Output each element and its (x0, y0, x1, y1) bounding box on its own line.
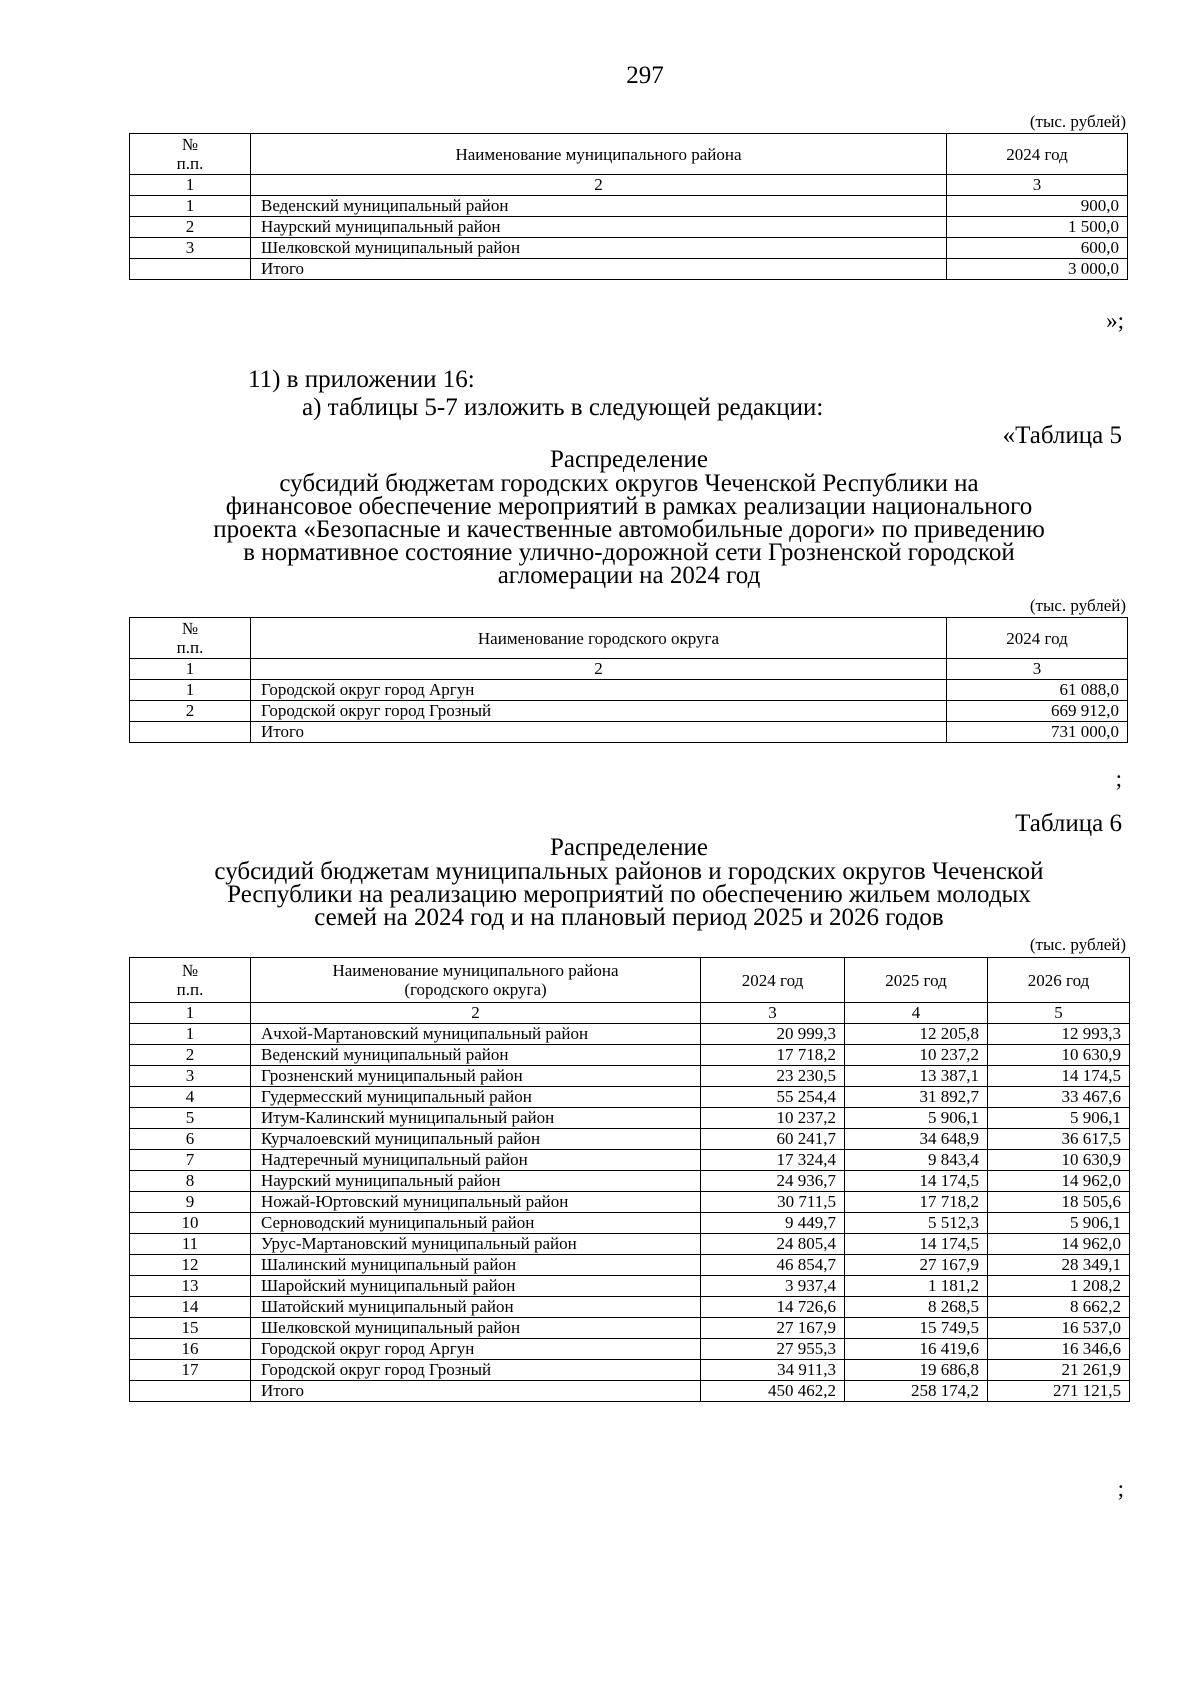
table-row (130, 1066, 1130, 1087)
row-value: 10 630,9 (988, 1045, 1130, 1066)
row-name: Надтеречный муниципальный район (251, 1150, 701, 1171)
row-value: 12 205,8 (845, 1024, 988, 1045)
row-number: 16 (130, 1339, 251, 1360)
column-number: 4 (845, 1003, 988, 1024)
column-number: 5 (988, 1003, 1130, 1024)
row-number: 14 (130, 1297, 251, 1318)
table-row (130, 1087, 1130, 1108)
row-name: Шелковской муниципальный район (251, 1318, 701, 1339)
row-value: 19 686,8 (845, 1360, 988, 1381)
row-value: 61 088,0 (947, 680, 1128, 701)
units-label-prev: (тыс. рублей) (1029, 112, 1126, 131)
item-11-subitem-a: а) таблицы 5-7 изложить в следующей редакции: (302, 394, 824, 421)
row-name: Веденский муниципальный район (251, 1045, 701, 1066)
page-number: 297 (626, 62, 664, 89)
row-name: Наурский муниципальный район (251, 1171, 701, 1192)
row-value: 16 537,0 (988, 1318, 1130, 1339)
table-row (130, 1192, 1130, 1213)
row-number: 17 (130, 1360, 251, 1381)
table-header-row (130, 958, 1130, 1003)
row-value: 10 630,9 (988, 1150, 1130, 1171)
item-11-heading: 11) в приложении 16: (248, 366, 475, 393)
table-row (130, 1276, 1130, 1297)
table-row (130, 1108, 1130, 1129)
row-value: 27 167,9 (845, 1255, 988, 1276)
row-number: 7 (130, 1150, 251, 1171)
row-name: Гудермесский муниципальный район (251, 1087, 701, 1108)
column-header: 2024 год (947, 618, 1128, 659)
row-name: Итого (251, 722, 947, 743)
row-name: Шалинский муниципальный район (251, 1255, 701, 1276)
row-value: 5 512,3 (845, 1213, 988, 1234)
subtitle-line: агломерации на 2024 год (497, 562, 761, 589)
table-row (130, 259, 1128, 280)
row-number: 8 (130, 1171, 251, 1192)
row-value: 5 906,1 (988, 1213, 1130, 1234)
row-value: 731 000,0 (947, 722, 1128, 743)
row-name: Итого (251, 1381, 701, 1402)
row-value: 14 726,6 (701, 1297, 845, 1318)
table5-tail: ; (1115, 766, 1122, 791)
row-name: Ножай-Юртовский муниципальный район (251, 1192, 701, 1213)
row-name: Курчалоевский муниципальный район (251, 1129, 701, 1150)
row-value: 16 419,6 (845, 1339, 988, 1360)
row-value: 271 121,5 (988, 1381, 1130, 1402)
row-value: 12 993,3 (988, 1024, 1130, 1045)
row-value: 14 174,5 (988, 1066, 1130, 1087)
column-number: 1 (130, 1003, 251, 1024)
subtitle-line: в нормативное состояние улично-дорожной сети Грозненской городской (243, 539, 1015, 566)
row-number: 15 (130, 1318, 251, 1339)
row-name: Шаройский муниципальный район (251, 1276, 701, 1297)
row-value: 28 349,1 (988, 1255, 1130, 1276)
column-number: 2 (251, 659, 947, 680)
column-header: 2024 год (701, 958, 845, 1003)
table-prev (129, 133, 1128, 280)
column-header: № п.п. (130, 618, 251, 659)
column-number: 2 (251, 1003, 701, 1024)
table6-tail: ; (1117, 1476, 1124, 1501)
column-number: 1 (130, 175, 251, 196)
row-number: 6 (130, 1129, 251, 1150)
column-number: 3 (947, 659, 1128, 680)
table-row (130, 680, 1128, 701)
column-header: 2025 год (845, 958, 988, 1003)
table6-label: Таблица 6 (1015, 810, 1122, 837)
row-name: Урус-Мартановский муниципальный район (251, 1234, 701, 1255)
row-name: Ачхой-Мартановский муниципальный район (251, 1024, 701, 1045)
row-value: 5 906,1 (988, 1108, 1130, 1129)
subtitle-line: субсидий бюджетам муниципальных районов и городских округов Чеченской (214, 858, 1044, 885)
row-number: 1 (130, 196, 251, 217)
row-name: Шелковской муниципальный район (251, 238, 947, 259)
row-number: 10 (130, 1213, 251, 1234)
table6-subtitle (129, 860, 1129, 929)
table-row (130, 1360, 1130, 1381)
row-number: 9 (130, 1192, 251, 1213)
row-value: 13 387,1 (845, 1066, 988, 1087)
column-header: Наименование городского округа (251, 618, 947, 659)
subtitle-line: финансовое обеспечение мероприятий в рамках реализации национального (225, 493, 1033, 520)
table-row (130, 1024, 1130, 1045)
row-value: 14 174,5 (845, 1171, 988, 1192)
row-value: 450 462,2 (701, 1381, 845, 1402)
row-name: Итум-Калинский муниципальный район (251, 1108, 701, 1129)
row-value: 24 805,4 (701, 1234, 845, 1255)
units-label-table5: (тыс. рублей) (1029, 596, 1126, 615)
row-number: 2 (130, 217, 251, 238)
row-number: 2 (130, 1045, 251, 1066)
row-value: 34 648,9 (845, 1129, 988, 1150)
row-name: Серноводский муниципальный район (251, 1213, 701, 1234)
row-value: 24 936,7 (701, 1171, 845, 1192)
table-row (130, 1318, 1130, 1339)
row-value: 60 241,7 (701, 1129, 845, 1150)
table6-title: Распределение (550, 834, 708, 861)
row-number: 5 (130, 1108, 251, 1129)
table-row (130, 1213, 1130, 1234)
row-number: 1 (130, 1024, 251, 1045)
table-prev-closing-quote: »; (1106, 308, 1124, 333)
row-value: 21 261,9 (988, 1360, 1130, 1381)
row-value: 3 937,4 (701, 1276, 845, 1297)
row-value: 15 749,5 (845, 1318, 988, 1339)
row-value: 1 181,2 (845, 1276, 988, 1297)
table-row (130, 196, 1128, 217)
row-value: 8 268,5 (845, 1297, 988, 1318)
subtitle-line: семей на 2024 год и на плановый период 2025 и 2026 годов (314, 904, 944, 931)
row-value: 16 346,6 (988, 1339, 1130, 1360)
row-number: 12 (130, 1255, 251, 1276)
column-header: № п.п. (130, 134, 251, 175)
row-value: 36 617,5 (988, 1129, 1130, 1150)
row-value: 14 962,0 (988, 1234, 1130, 1255)
row-value: 3 000,0 (947, 259, 1128, 280)
row-value: 600,0 (947, 238, 1128, 259)
table-row (130, 238, 1128, 259)
table5-title: Распределение (550, 446, 708, 473)
table-row (130, 1381, 1130, 1402)
table-row (130, 1150, 1130, 1171)
row-value: 17 718,2 (845, 1192, 988, 1213)
row-name: Грозненский муниципальный район (251, 1066, 701, 1087)
row-name: Итого (251, 259, 947, 280)
table-row (130, 1339, 1130, 1360)
row-value: 33 467,6 (988, 1087, 1130, 1108)
row-number: 2 (130, 701, 251, 722)
row-value: 30 711,5 (701, 1192, 845, 1213)
table5-label: «Таблица 5 (1002, 422, 1122, 449)
row-name: Городской округ город Аргун (251, 1339, 701, 1360)
row-value: 27 955,3 (701, 1339, 845, 1360)
row-value: 14 174,5 (845, 1234, 988, 1255)
row-value: 55 254,4 (701, 1087, 845, 1108)
row-number (130, 722, 251, 743)
row-value: 9 449,7 (701, 1213, 845, 1234)
row-value: 10 237,2 (701, 1108, 845, 1129)
column-header: № п.п. (130, 958, 251, 1003)
subtitle-line: субсидий бюджетам городских округов Чеченской Республики на (279, 470, 979, 497)
subtitle-line: Республики на реализацию мероприятий по обеспечению жильем молодых (227, 881, 1031, 908)
table-row (130, 1171, 1130, 1192)
table-row (130, 701, 1128, 722)
row-value: 20 999,3 (701, 1024, 845, 1045)
table-row (130, 1234, 1130, 1255)
row-number: 4 (130, 1087, 251, 1108)
row-value: 1 208,2 (988, 1276, 1130, 1297)
column-number: 2 (251, 175, 947, 196)
row-value: 9 843,4 (845, 1150, 988, 1171)
row-value: 17 324,4 (701, 1150, 845, 1171)
row-name: Городской округ город Аргун (251, 680, 947, 701)
column-header: 2024 год (947, 134, 1128, 175)
row-name: Наурский муниципальный район (251, 217, 947, 238)
row-name: Городской округ город Грозный (251, 701, 947, 722)
column-number-row (130, 659, 1128, 680)
row-number (130, 259, 251, 280)
row-value: 10 237,2 (845, 1045, 988, 1066)
column-number-row (130, 1003, 1130, 1024)
table-row (130, 1129, 1130, 1150)
subtitle-line: проекта «Безопасные и качественные автомобильные дороги» по приведению (213, 516, 1045, 543)
table-row (130, 1297, 1130, 1318)
row-number: 1 (130, 680, 251, 701)
row-number: 3 (130, 238, 251, 259)
row-value: 14 962,0 (988, 1171, 1130, 1192)
table-header-row (130, 134, 1128, 175)
row-number: 13 (130, 1276, 251, 1297)
row-value: 5 906,1 (845, 1108, 988, 1129)
table6 (129, 957, 1130, 1402)
column-header: Наименование муниципального района (251, 134, 947, 175)
row-number: 11 (130, 1234, 251, 1255)
row-value: 258 174,2 (845, 1381, 988, 1402)
row-value: 17 718,2 (701, 1045, 845, 1066)
units-label-table6: (тыс. рублей) (1029, 935, 1126, 954)
row-name: Городской округ город Грозный (251, 1360, 701, 1381)
table-row (130, 722, 1128, 743)
column-header: Наименование муниципального района (городского округа) (251, 958, 701, 1003)
table-row (130, 1255, 1130, 1276)
row-value: 669 912,0 (947, 701, 1128, 722)
row-number (130, 1381, 251, 1402)
row-value: 18 505,6 (988, 1192, 1130, 1213)
row-value: 23 230,5 (701, 1066, 845, 1087)
row-value: 46 854,7 (701, 1255, 845, 1276)
column-header: 2026 год (988, 958, 1130, 1003)
table-row (130, 217, 1128, 238)
table5 (129, 617, 1128, 743)
column-number: 3 (947, 175, 1128, 196)
table5-subtitle (129, 472, 1129, 587)
row-name: Шатойский муниципальный район (251, 1297, 701, 1318)
column-number: 1 (130, 659, 251, 680)
row-value: 1 500,0 (947, 217, 1128, 238)
row-value: 8 662,2 (988, 1297, 1130, 1318)
table-header-row (130, 618, 1128, 659)
row-name: Веденский муниципальный район (251, 196, 947, 217)
row-value: 34 911,3 (701, 1360, 845, 1381)
row-value: 31 892,7 (845, 1087, 988, 1108)
column-number-row (130, 175, 1128, 196)
row-number: 3 (130, 1066, 251, 1087)
table-row (130, 1045, 1130, 1066)
row-value: 900,0 (947, 196, 1128, 217)
column-number: 3 (701, 1003, 845, 1024)
row-value: 27 167,9 (701, 1318, 845, 1339)
